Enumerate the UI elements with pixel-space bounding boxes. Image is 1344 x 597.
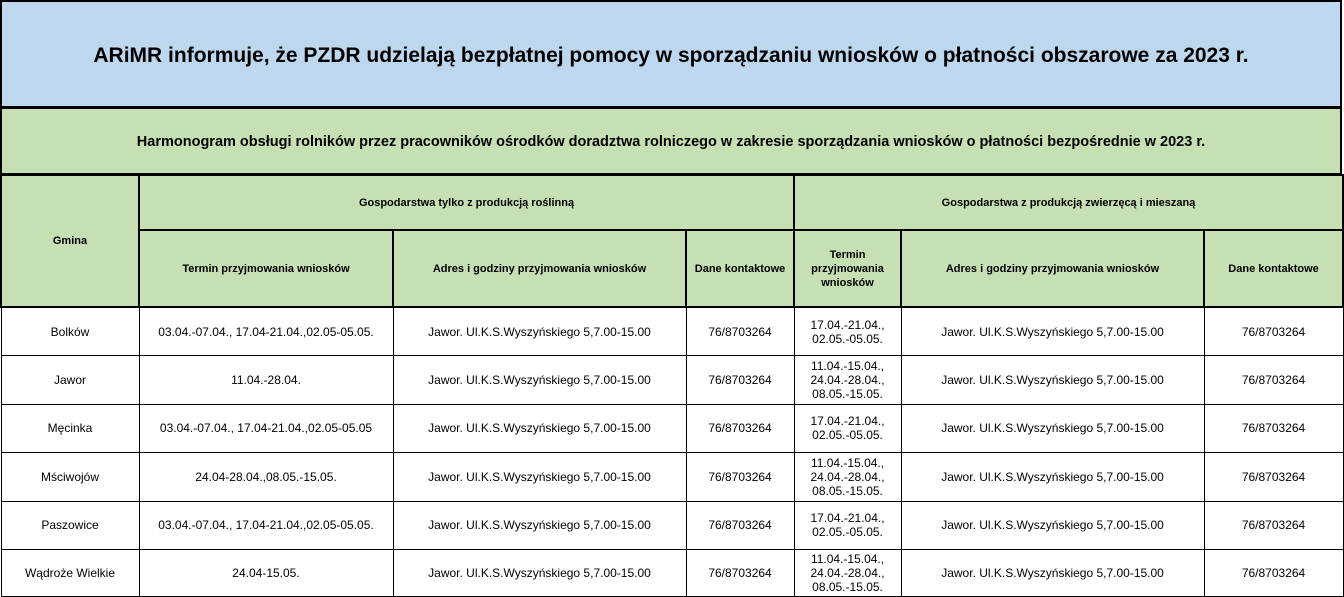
cell-plant-termin[interactable]: 03.04.-07.04., 17.04-21.04.,02.05-05.05: [139, 404, 393, 453]
cell-plant-termin[interactable]: 11.04.-28.04.: [139, 356, 393, 405]
cell-plant-adres[interactable]: Jawor. Ul.K.S.Wyszyńskiego 5,7.00-15.00: [393, 356, 686, 405]
cell-plant-termin[interactable]: 03.04.-07.04., 17.04-21.04.,02.05-05.05.: [139, 307, 393, 356]
cell-animal-termin[interactable]: 11.04.-15.04., 24.04.-28.04., 08.05.-15.05.: [794, 356, 901, 405]
cell-animal-dane[interactable]: 76/8703264: [1204, 453, 1343, 502]
header-plant-dane: Dane kontaktowe: [686, 230, 794, 307]
cell-gmina[interactable]: Jawor: [1, 356, 139, 405]
cell-plant-adres[interactable]: Jawor. Ul.K.S.Wyszyńskiego 5,7.00-15.00: [393, 453, 686, 502]
header-group-animal: Gospodarstwa z produkcją zwierzęcą i mieszaną: [794, 175, 1343, 230]
header-group-plant: Gospodarstwa tylko z produkcją roślinną: [139, 175, 794, 230]
header-gmina: Gmina: [1, 175, 139, 307]
cell-plant-adres[interactable]: Jawor. Ul.K.S.Wyszyńskiego 5,7.00-15.00: [393, 550, 686, 597]
schedule-table: [0, 174, 1344, 597]
cell-animal-dane[interactable]: 76/8703264: [1204, 404, 1343, 453]
cell-animal-termin[interactable]: 11.04.-15.04., 24.04.-28.04., 08.05.-15.05.: [794, 550, 901, 597]
cell-plant-termin[interactable]: 03.04.-07.04., 17.04-21.04.,02.05-05.05.: [139, 501, 393, 550]
cell-animal-adres[interactable]: Jawor. Ul.K.S.Wyszyńskiego 5,7.00-15.00: [901, 453, 1204, 502]
table-row[interactable]: [1, 453, 1343, 502]
cell-plant-adres[interactable]: Jawor. Ul.K.S.Wyszyńskiego 5,7.00-15.00: [393, 501, 686, 550]
header-animal-termin: Termin przyjmowania wniosków: [794, 230, 901, 307]
cell-plant-termin[interactable]: 24.04-28.04.,08.05.-15.05.: [139, 453, 393, 502]
cell-plant-dane[interactable]: 76/8703264: [686, 404, 794, 453]
cell-plant-termin[interactable]: 24.04-15.05.: [139, 550, 393, 597]
table-row[interactable]: [1, 550, 1343, 597]
header-animal-adres: Adres i godziny przyjmowania wniosków: [901, 230, 1204, 307]
cell-plant-dane[interactable]: 76/8703264: [686, 307, 794, 356]
cell-animal-adres[interactable]: Jawor. Ul.K.S.Wyszyńskiego 5,7.00-15.00: [901, 356, 1204, 405]
cell-animal-dane[interactable]: 76/8703264: [1204, 550, 1343, 597]
cell-animal-dane[interactable]: 76/8703264: [1204, 356, 1343, 405]
cell-animal-adres[interactable]: Jawor. Ul.K.S.Wyszyńskiego 5,7.00-15.00: [901, 307, 1204, 356]
header-animal-dane: Dane kontaktowe: [1204, 230, 1343, 307]
cell-gmina[interactable]: Mściwojów: [1, 453, 139, 502]
cell-animal-adres[interactable]: Jawor. Ul.K.S.Wyszyńskiego 5,7.00-15.00: [901, 501, 1204, 550]
header-plant-adres: Adres i godziny przyjmowania wniosków: [393, 230, 686, 307]
cell-animal-dane[interactable]: 76/8703264: [1204, 307, 1343, 356]
page-title: ARiMR informuje, że PZDR udzielają bezpłatnej pomocy w sporządzaniu wniosków o płatności obszarowe za 2023 r.: [0, 0, 1342, 108]
cell-plant-dane[interactable]: 76/8703264: [686, 501, 794, 550]
cell-plant-adres[interactable]: Jawor. Ul.K.S.Wyszyńskiego 5,7.00-15.00: [393, 404, 686, 453]
cell-animal-adres[interactable]: Jawor. Ul.K.S.Wyszyńskiego 5,7.00-15.00: [901, 550, 1204, 597]
cell-animal-dane[interactable]: 76/8703264: [1204, 501, 1343, 550]
cell-plant-dane[interactable]: 76/8703264: [686, 453, 794, 502]
schedule-subtitle: Harmonogram obsługi rolników przez pracowników ośrodków doradztwa rolniczego w zakresie sporządzania wniosków o płatności bezpośrednie w 2023 r.: [0, 107, 1342, 175]
cell-gmina[interactable]: Wądroże Wielkie: [1, 550, 139, 597]
cell-gmina[interactable]: Męcinka: [1, 404, 139, 453]
header-plant-termin: Termin przyjmowania wniosków: [139, 230, 393, 307]
table-row[interactable]: [1, 307, 1343, 356]
cell-animal-termin[interactable]: 17.04.-21.04., 02.05.-05.05.: [794, 404, 901, 453]
cell-animal-adres[interactable]: Jawor. Ul.K.S.Wyszyńskiego 5,7.00-15.00: [901, 404, 1204, 453]
table-row[interactable]: [1, 404, 1343, 453]
table-row[interactable]: [1, 501, 1343, 550]
cell-plant-adres[interactable]: Jawor. Ul.K.S.Wyszyńskiego 5,7.00-15.00: [393, 307, 686, 356]
table-row[interactable]: [1, 356, 1343, 405]
cell-gmina[interactable]: Bolków: [1, 307, 139, 356]
cell-animal-termin[interactable]: 17.04.-21.04., 02.05.-05.05.: [794, 501, 901, 550]
cell-plant-dane[interactable]: 76/8703264: [686, 550, 794, 597]
cell-plant-dane[interactable]: 76/8703264: [686, 356, 794, 405]
cell-animal-termin[interactable]: 17.04.-21.04., 02.05.-05.05.: [794, 307, 901, 356]
cell-animal-termin[interactable]: 11.04.-15.04., 24.04.-28.04., 08.05.-15.05.: [794, 453, 901, 502]
cell-gmina[interactable]: Paszowice: [1, 501, 139, 550]
